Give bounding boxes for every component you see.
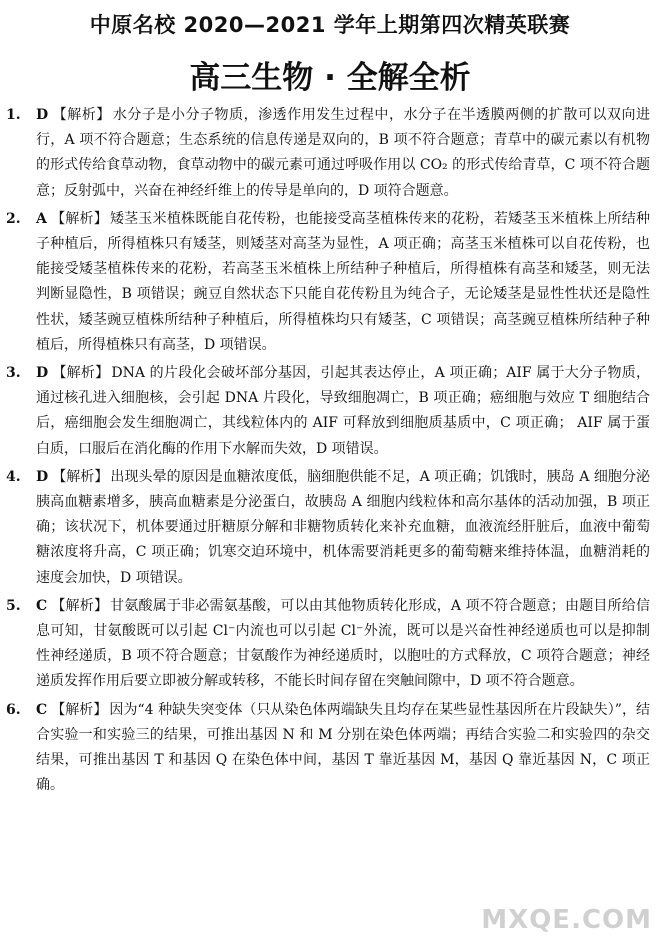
watermark: MXQE.COM bbox=[481, 905, 652, 935]
item-explanation: 因为“4 种缺失突变体（只从染色体两端缺失且均存在某些显性基因所在片段缺失）”，结合实验一和实验三的结果，可推出基因 N 和 M 分别在染色体两端；再结合实验二和实验四的杂交结果，可推出基因 T 和基因 Q 在染色体中间，基因 T 靠近基因 M，基因 Q 靠近基因 N，C 项正确。 bbox=[36, 701, 651, 794]
exam-name: 中原名校 2020—2021 学年上期第四次精英联赛 bbox=[89, 13, 571, 37]
item-explanation: 矮茎玉米植株既能自花传粉，也能接受高茎植株传来的花粉，若矮茎玉米植株上所结种子种植后，所得植株只有矮茎，则矮茎对高茎为显性，A 项正确；高茎玉米植株可以自花传粉，也能接受矮茎植株传来的花粉，若高茎玉米植株上所结种子种植后，所得植株有高茎和矮茎，则无法判断显隐性，B 项错误；豌豆自然状态下只能自花传粉且为纯合子，无论矮茎是显性性状还是隐性性状，矮茎豌豆植株所结种子种植后，所得植株均只有矮茎，C 项错误；高茎豌豆植株所结种子种植后，所得植株只有高茎，D 项错误。 bbox=[36, 210, 651, 353]
page-title: 高三生物 · 全解全析 bbox=[189, 60, 471, 96]
answer-item-3 bbox=[6, 361, 650, 462]
analysis-tag: 【解析】 bbox=[50, 210, 108, 227]
item-explanation: 甘氨酸属于非必需氨基酸，可以由其他物质转化形成，A 项不符合题意；由题目所给信息可知，甘氨酸既可以引起 Cl⁻内流也可以引起 Cl⁻外流，既可以是兴奋性神经递质也可以是抑制性神经递质，B 项不符合题意；甘氨酸作为神经递质时，以胞吐的方式释放，C 项符合题意；神经递质发挥作用后要立即被分解或转移，不能长时间存留在突触间隙中，D 项不符合题意。 bbox=[36, 597, 651, 690]
item-answer: D bbox=[36, 468, 49, 485]
answer-list bbox=[6, 103, 650, 801]
answer-item-5 bbox=[6, 594, 650, 695]
item-number: 1. bbox=[6, 107, 21, 123]
answer-item-4 bbox=[6, 465, 650, 591]
item-number: 6. bbox=[6, 701, 21, 718]
item-answer: C bbox=[36, 701, 48, 718]
item-explanation: 出现头晕的原因是血糖浓度低，脑细胞供能不足，A 项正确；饥饿时，胰岛 A 细胞分泌胰高血糖素增多，胰高血糖素是分泌蛋白，故胰岛 A 细胞内线粒体和高尔基体的活动加强，B 项正确；该状况下，机体要通过肝糖原分解和非糖物质转化来补充血糖，血液流经肝脏后，血液中葡萄糖浓度将升高，C 项正确；饥寒交迫环境中，机体需要消耗更多的葡萄糖来维持体温，血糖消耗的速度会加快，D 项错误。 bbox=[36, 468, 650, 586]
analysis-tag: 【解析】 bbox=[52, 365, 110, 382]
analysis-tag: 【解析】 bbox=[51, 701, 108, 718]
item-explanation: DNA 的片段化会破坏部分基因，引起其表达停止，A 项正确；AIF 属于大分子物质，通过核孔进入细胞核，会引起 DNA 片段化，导致细胞凋亡，B 项正确；癌细胞与效应 T 细胞结合后，癌细胞会发生细胞凋亡，其线粒体内的 AIF 可释放到细胞质基质中，C 项正确； AIF 属于蛋白质，口服后在消化酶的作用下水解而失效，D 项错误。 bbox=[36, 365, 650, 457]
analysis-tag: 【解析】 bbox=[52, 468, 109, 485]
page-header bbox=[0, 10, 660, 100]
item-number: 5. bbox=[6, 597, 21, 614]
item-answer: D bbox=[36, 365, 49, 382]
analysis-tag: 【解析】 bbox=[52, 107, 111, 123]
item-number: 2. bbox=[6, 210, 21, 227]
answer-item-2 bbox=[6, 207, 650, 358]
item-number: 4. bbox=[6, 468, 21, 485]
item-answer: D bbox=[36, 107, 49, 123]
analysis-tag: 【解析】 bbox=[51, 597, 109, 614]
item-number: 3. bbox=[6, 365, 21, 382]
item-explanation: 水分子是小分子物质，渗透作用发生过程中，水分子在半透膜两侧的扩散可以双向进行，A 项不符合题意；生态系统的信息传递是双向的，B 项不符合题意；青草中的碳元素以有机物的形式传给食草动物，食草动物中的碳元素可通过呼吸作用以 CO₂ 的形式传给青草，C 项不符合题意；反射弧中，兴奋在神经纤维上的传导是单向的，D 项符合题意。 bbox=[36, 107, 651, 199]
item-answer: A bbox=[36, 210, 47, 227]
answer-item-6 bbox=[6, 698, 650, 799]
answer-item-1 bbox=[6, 103, 650, 204]
item-answer: C bbox=[36, 597, 48, 614]
